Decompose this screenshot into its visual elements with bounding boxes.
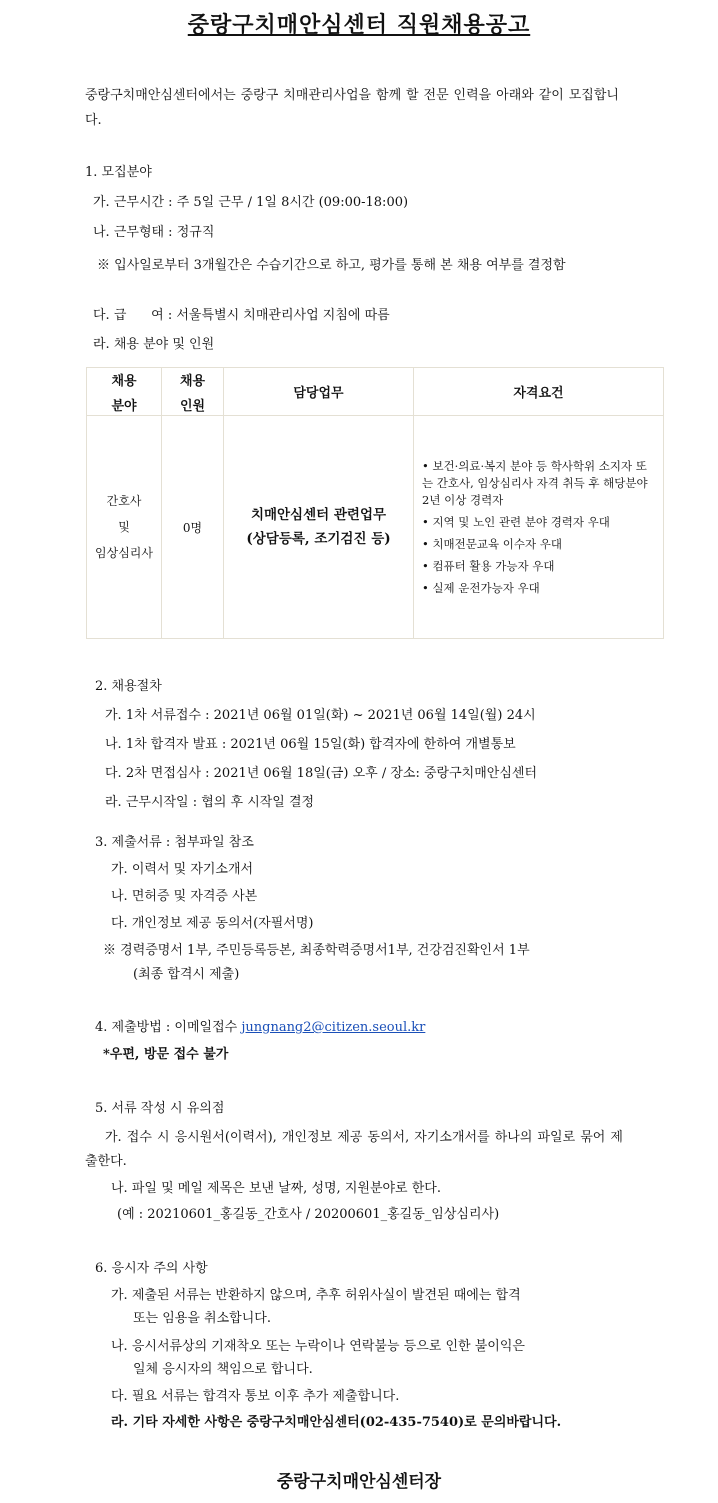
section-5-item-na: 나. 파일 및 메일 제목은 보낸 날짜, 성명, 지원분야로 한다. — [111, 1181, 441, 1196]
section-1-item-na: 나. 근무형태 : 정규직 — [93, 225, 215, 240]
header-quals: 자격요건 — [414, 368, 664, 416]
header-field-line-1: 채용 — [111, 373, 137, 389]
section-4-heading — [95, 1019, 425, 1037]
cell-count: 0명 — [162, 416, 224, 639]
section-3-note-sub: (최종 합격시 제출) — [133, 967, 240, 982]
qual-item: • 컴퓨터 활용 가능자 우대 — [422, 558, 555, 573]
qual-item: • 지역 및 노인 관련 분야 경력자 우대 — [422, 514, 610, 529]
intro-paragraph: 중랑구치매안심센터에서는 중랑구 치매관리사업을 함께 할 전문 인력을 아래와 같이 모집합니다. — [85, 88, 619, 128]
section-3-item-ga: 가. 이력서 및 자기소개서 — [111, 862, 254, 877]
section-6-item-ga: 가. 제출된 서류는 반환하지 않으며, 추후 허위사실이 발견된 때에는 합격 — [111, 1288, 521, 1303]
cell-field-line-3: 임상심리사 — [95, 546, 153, 560]
section-6-item-na-cont: 일체 응시자의 책임으로 합니다. — [133, 1362, 313, 1377]
header-field — [87, 368, 162, 416]
cell-duty-line-1: 치매안심센터 관련업무 — [250, 507, 387, 523]
section-5-item-ga: 가. 접수 시 응시원서(이력서), 개인정보 제공 동의서, 자기소개서를 하나의 파일로 묶어 제출한다. — [85, 1130, 623, 1169]
section-1-item-ra: 라. 채용 분야 및 인원 — [93, 337, 215, 352]
section-1-item-da: 다. 급 여 : 서울특별시 치매관리사업 지침에 따름 — [93, 308, 390, 323]
section-5-example: (예 : 20210601_홍길동_간호사 / 20200601_홍길동_임상심리사) — [117, 1207, 500, 1222]
page-title: 중랑구치매안심센터 직원채용공고 — [187, 12, 531, 38]
header-count — [162, 368, 224, 416]
header-count-line-1: 채용 — [179, 373, 206, 389]
section-6-item-da: 다. 필요 서류는 합격자 통보 이후 추가 제출합니다. — [111, 1389, 400, 1404]
section-4-label: 4. 제출방법 : 이메일접수 — [95, 1020, 238, 1035]
header-count-line-2: 인원 — [179, 398, 206, 414]
qual-item: • 보건·의료·복지 분야 등 학사학위 소지자 또는 간호사, 임상심리사 자격 취득 후 해당분야 2년 이상 경력자 — [422, 458, 648, 507]
section-6-heading: 6. 응시자 주의 사항 — [95, 1261, 208, 1276]
cell-field-line-2: 및 — [118, 520, 130, 534]
header-duty: 담당업무 — [224, 368, 414, 416]
cell-duty — [224, 416, 414, 639]
header-field-line-2: 분야 — [111, 398, 137, 414]
section-3-item-da: 다. 개인정보 제공 동의서(자필서명) — [111, 916, 314, 931]
section-2-heading: 2. 채용절차 — [95, 679, 162, 694]
section-6-item-na: 나. 응시서류상의 기재착오 또는 누락이나 연락불능 등으로 인한 불이익은 — [111, 1339, 525, 1354]
section-1-heading: 1. 모집분야 — [85, 165, 152, 180]
section-1-note: ※ 입사일로부터 3개월간은 수습기간으로 하고, 평가를 통해 본 채용 여부를 결정함 — [97, 258, 566, 273]
cell-quals — [414, 416, 664, 639]
table-header-row — [87, 368, 664, 416]
section-2-item-ra: 라. 근무시작일 : 협의 후 시작일 결정 — [105, 795, 315, 810]
section-2-item-da: 다. 2차 면접심사 : 2021년 06월 18일(금) 오후 / 장소: 중랑구치매안심센터 — [105, 766, 538, 781]
recruitment-table — [86, 367, 664, 639]
cell-field-line-1: 간호사 — [106, 494, 142, 508]
section-3-note: ※ 경력증명서 1부, 주민등록등본, 최종학력증명서1부, 건강검진확인서 1부 — [103, 943, 530, 958]
section-1-item-ga: 가. 근무시간 : 주 5일 근무 / 1일 8시간 (09:00-18:00) — [93, 195, 409, 210]
email-link[interactable]: jungnang2@citizen.seoul.kr — [241, 1020, 426, 1035]
section-4-note: *우편, 방문 접수 불가 — [103, 1047, 229, 1062]
section-5-heading: 5. 서류 작성 시 유의점 — [95, 1101, 225, 1116]
table-row — [87, 416, 664, 639]
section-6-item-ga-cont: 또는 임용을 취소합니다. — [133, 1311, 271, 1326]
cell-duty-line-2: (상담등록, 조기검진 등) — [246, 531, 391, 547]
section-2-item-ga: 가. 1차 서류접수 : 2021년 06월 01일(화) ~ 2021년 06월 14일(월) 24시 — [105, 708, 536, 723]
section-3-heading: 3. 제출서류 : 첨부파일 참조 — [95, 835, 254, 850]
qual-item: • 치매전문교육 이수자 우대 — [422, 536, 562, 551]
cell-field — [87, 416, 162, 639]
section-2-item-na: 나. 1차 합격자 발표 : 2021년 06월 15일(화) 합격자에 한하여 개별통보 — [105, 737, 516, 752]
section-6-item-ra: 라. 기타 자세한 사항은 중랑구치매안심센터(02-435-7540)로 문의바랍니다. — [111, 1415, 562, 1430]
signature: 중랑구치매안심센터장 — [276, 1472, 442, 1492]
section-3-item-na: 나. 면허증 및 자격증 사본 — [111, 889, 258, 904]
qual-item: • 실제 운전가능자 우대 — [422, 580, 540, 595]
